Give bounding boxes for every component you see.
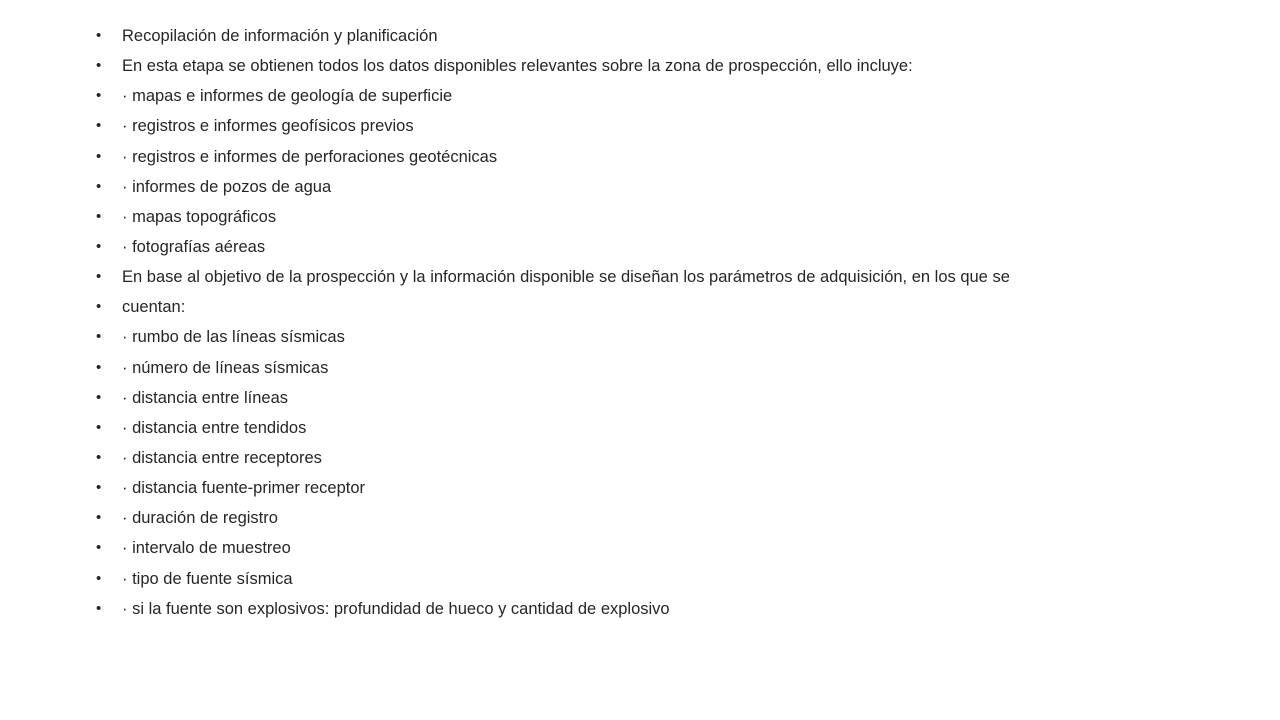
list-item-text: · rumbo de las líneas sísmicas: [122, 328, 345, 347]
list-item-text: · registros e informes geofísicos previos: [122, 117, 414, 136]
list-item-text: · tipo de fuente sísmica: [122, 569, 293, 588]
list-item: [96, 81, 1246, 111]
list-item-text: En base al objetivo de la prospección y la información disponible se diseñan los parámetros de adquisición, en los que se: [122, 268, 1010, 287]
list-item-text: · si la fuente son explosivos: profundidad de hueco y cantidad de explosivo: [122, 599, 670, 618]
list-item: [96, 202, 1246, 232]
bullet-icon: •: [96, 328, 102, 346]
list-item: [96, 594, 1246, 624]
bullet-icon: •: [96, 418, 102, 436]
list-item: [96, 21, 1246, 51]
bullet-icon: •: [96, 27, 102, 44]
list-item-text: · fotografías aéreas: [122, 237, 266, 256]
list-item-text: · registros e informes de perforaciones geotécnicas: [122, 147, 498, 166]
bullet-icon: •: [96, 87, 102, 105]
bullet-icon: •: [96, 117, 102, 135]
bullet-icon: •: [96, 509, 102, 527]
list-item-text: · informes de pozos de agua: [122, 177, 332, 196]
bullet-list: [96, 21, 1246, 624]
bullet-icon: •: [96, 147, 102, 165]
bullet-icon: •: [96, 298, 102, 316]
list-item-text: · intervalo de muestreo: [122, 539, 291, 558]
bullet-icon: •: [96, 57, 102, 75]
list-item: [96, 443, 1246, 473]
bullet-icon: •: [96, 388, 102, 406]
list-item: [96, 383, 1246, 413]
list-item: [96, 322, 1246, 352]
list-item: [96, 232, 1246, 262]
list-item: [96, 172, 1246, 202]
bullet-icon: •: [96, 539, 102, 557]
list-item: [96, 473, 1246, 503]
list-item: [96, 51, 1246, 81]
bullet-icon: •: [96, 177, 102, 195]
list-item-text: · distancia fuente-primer receptor: [122, 479, 366, 498]
bullet-icon: •: [96, 569, 102, 587]
list-item: [96, 262, 1246, 292]
list-item-text: En esta etapa se obtienen todos los datos disponibles relevantes sobre la zona de prospección, ello incluye:: [122, 57, 913, 76]
list-item: [96, 292, 1246, 322]
list-item-text: cuentan:: [122, 298, 186, 317]
bullet-icon: •: [96, 599, 102, 617]
list-item-text: Recopilación de información y planificación: [122, 27, 438, 45]
list-item-text: · número de líneas sísmicas: [122, 358, 329, 377]
bullet-icon: •: [96, 479, 102, 497]
list-item: [96, 564, 1246, 594]
list-item-text: · distancia entre líneas: [122, 388, 289, 407]
list-item-text: · mapas topográficos: [122, 207, 277, 226]
list-item-text: · duración de registro: [122, 509, 278, 528]
bullet-icon: •: [96, 237, 102, 255]
list-item-text: · distancia entre tendidos: [122, 418, 307, 437]
bullet-icon: •: [96, 358, 102, 376]
list-item: [96, 111, 1246, 141]
list-item: [96, 533, 1246, 563]
bullet-icon: •: [96, 207, 102, 225]
list-item: [96, 142, 1246, 172]
bullet-icon: •: [96, 448, 102, 466]
list-item: [96, 353, 1246, 383]
list-item: [96, 413, 1246, 443]
list-item-text: · distancia entre receptores: [122, 448, 322, 467]
bullet-icon: •: [96, 268, 102, 286]
list-item-text: · mapas e informes de geología de superficie: [122, 87, 453, 106]
list-item: [96, 503, 1246, 533]
